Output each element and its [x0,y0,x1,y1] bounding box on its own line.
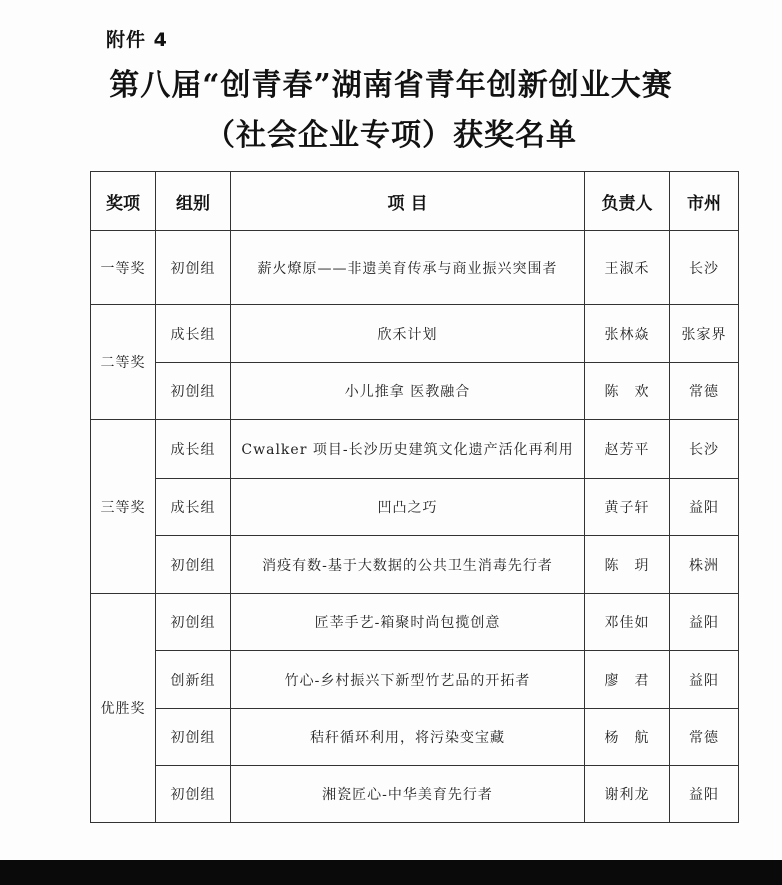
table-row [91,231,739,305]
table-row [91,420,739,479]
table-row [91,709,739,766]
group-cell: 成长组 [156,479,231,536]
leader-cell: 邓佳如 [585,594,670,651]
project-cell: 湘瓷匠心-中华美育先行者 [231,766,585,823]
project-cell: 薪火燎原——非遗美育传承与商业振兴突围者 [231,231,585,305]
project-cell: 秸秆循环利用，将污染变宝藏 [231,709,585,766]
group-cell: 初创组 [156,231,231,305]
table-row [91,651,739,709]
leader-cell: 廖 君 [585,651,670,709]
leader-cell: 王淑禾 [585,231,670,305]
header-group: 组别 [156,172,231,231]
table-row [91,766,739,823]
project-cell: 凹凸之巧 [231,479,585,536]
prize-cell: 一等奖 [91,231,156,305]
prize-cell: 二等奖 [91,305,156,420]
document-subtitle: （社会企业专项）获奖名单 [205,118,577,153]
leader-cell: 赵芳平 [585,420,670,479]
city-cell: 益阳 [670,479,739,536]
leader-cell: 陈 欢 [585,363,670,420]
city-cell: 常德 [670,709,739,766]
city-cell: 长沙 [670,231,739,305]
bottom-black-bar [0,860,782,885]
project-cell: Cwalker 项目-长沙历史建筑文化遗产活化再利用 [231,420,585,479]
table-header-row [91,172,739,231]
group-cell: 初创组 [156,709,231,766]
city-cell: 益阳 [670,651,739,709]
city-cell: 长沙 [670,420,739,479]
prize-cell: 优胜奖 [91,594,156,823]
city-cell: 株洲 [670,536,739,594]
header-leader: 负责人 [585,172,670,231]
header-city: 市州 [670,172,739,231]
project-cell: 竹心-乡村振兴下新型竹艺品的开拓者 [231,651,585,709]
project-cell: 匠莘手艺-箱聚时尚包揽创意 [231,594,585,651]
city-cell: 益阳 [670,766,739,823]
group-cell: 初创组 [156,766,231,823]
project-cell: 小儿推拿 医教融合 [231,363,585,420]
group-cell: 成长组 [156,420,231,479]
document-title: 第八届“创青春”湖南省青年创新创业大赛 [109,68,673,103]
city-cell: 张家界 [670,305,739,363]
table-row [91,305,739,363]
group-cell: 创新组 [156,651,231,709]
table-row [91,479,739,536]
project-cell: 欣禾计划 [231,305,585,363]
leader-cell: 张林焱 [585,305,670,363]
group-cell: 初创组 [156,363,231,420]
leader-cell: 杨 航 [585,709,670,766]
prize-cell: 三等奖 [91,420,156,594]
leader-cell: 陈 玥 [585,536,670,594]
group-cell: 初创组 [156,594,231,651]
leader-cell: 谢利龙 [585,766,670,823]
awards-table [90,171,739,823]
attachment-label: 附件 4 [106,29,168,51]
header-prize: 奖项 [91,172,156,231]
table-row [91,594,739,651]
table-row [91,536,739,594]
project-cell: 消疫有数-基于大数据的公共卫生消毒先行者 [231,536,585,594]
group-cell: 成长组 [156,305,231,363]
city-cell: 益阳 [670,594,739,651]
group-cell: 初创组 [156,536,231,594]
table-row [91,363,739,420]
city-cell: 常德 [670,363,739,420]
leader-cell: 黄子轩 [585,479,670,536]
header-project: 项 目 [231,172,585,231]
